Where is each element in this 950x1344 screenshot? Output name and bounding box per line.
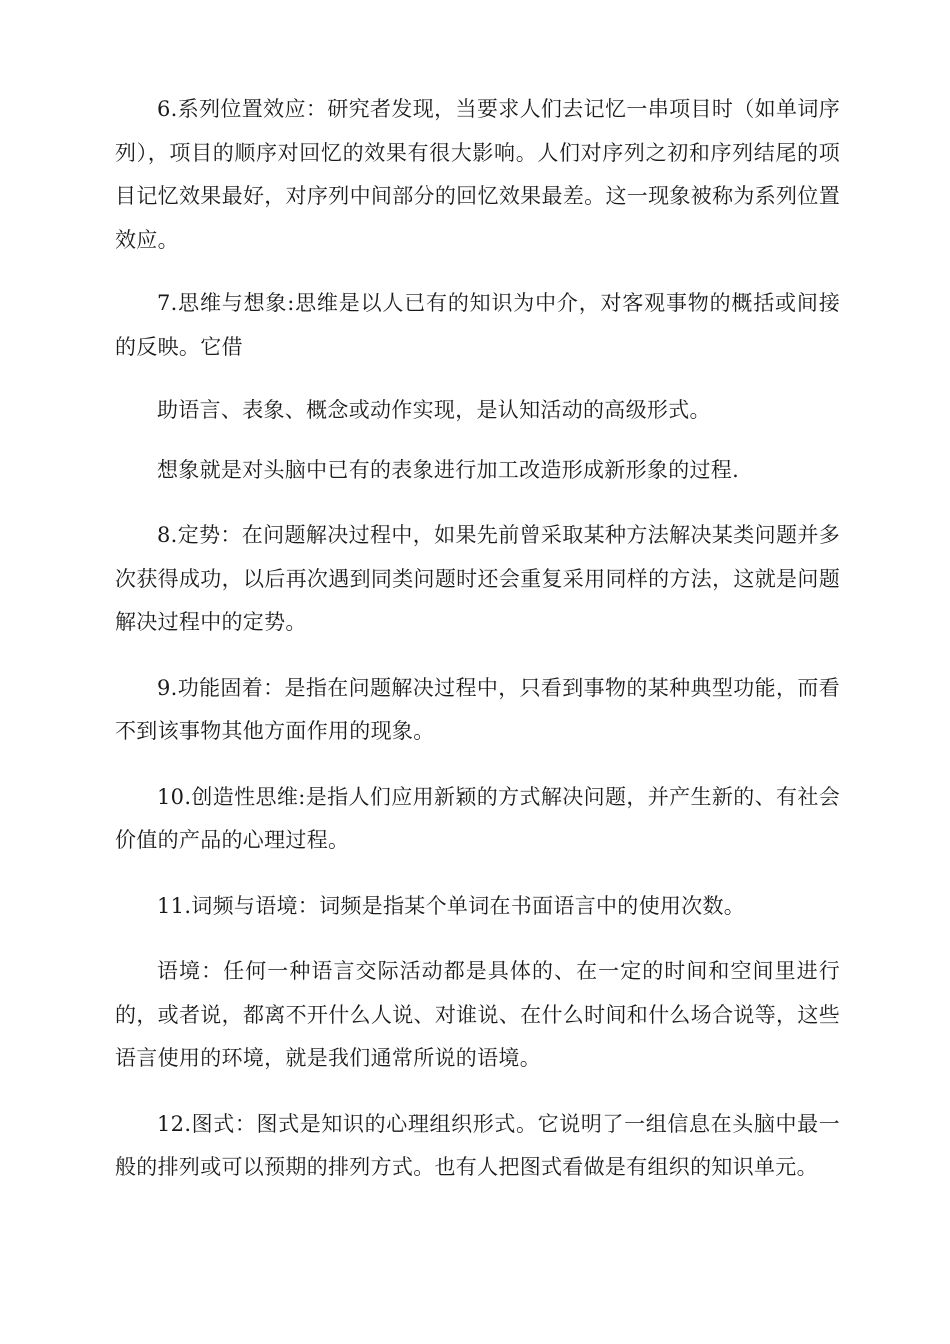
paragraph-schema: 12.图式：图式是知识的心理组织形式。它说明了一组信息在头脑中最一般的排列或可以预期的排列方式。也有人把图式看做是有组织的知识单元。 [115,1111,840,1179]
paragraph-mental-set: 8.定势：在问题解决过程中，如果先前曾采取某种方法解决某类问题并多次获得成功，以后再次遇到同类问题时还会重复采用同样的方法，这就是问题解决过程中的定势。 [115,523,840,634]
paragraph-functional-fixedness: 9.功能固着：是指在问题解决过程中，只看到事物的某种典型功能，而看不到该事物其他方面作用的现象。 [115,675,840,743]
paragraph-thinking-continued: 助语言、表象、概念或动作实现，是认知活动的高级形式。 [157,398,711,422]
document-body [115,88,840,1190]
paragraph-imagination-definition: 想象就是对头脑中已有的表象进行加工改造形成新形象的过程. [157,457,740,482]
paragraph-word-frequency: 11.词频与语境：词频是指某个单词在书面语言中的使用次数。 [157,893,746,918]
paragraph-serial-position-effect: 6.系列位置效应：研究者发现，当要求人们去记忆一串项目时（如单词序列），项目的顺序对回忆的效果有很大影响。人们对序列之初和序列结尾的项目记忆效果最好，对序列中间部分的回忆效果最差。这一现象被称为系列位置效应。 [115,97,840,252]
paragraph-thinking-imagination: 7.思维与想象:思维是以人已有的知识为中介，对客观事物的概括或间接的反映。它借 [115,291,840,359]
paragraph-context-definition: 语境：任何一种语言交际活动都是具体的、在一定的时间和空间里进行的，或者说，都离不开什么人说、对谁说、在什么时间和什么场合说等，这些语言使用的环境，就是我们通常所说的语境。 [115,959,840,1070]
paragraph-creative-thinking: 10.创造性思维:是指人们应用新颖的方式解决问题，并产生新的、有社会价值的产品的心理过程。 [115,784,840,852]
